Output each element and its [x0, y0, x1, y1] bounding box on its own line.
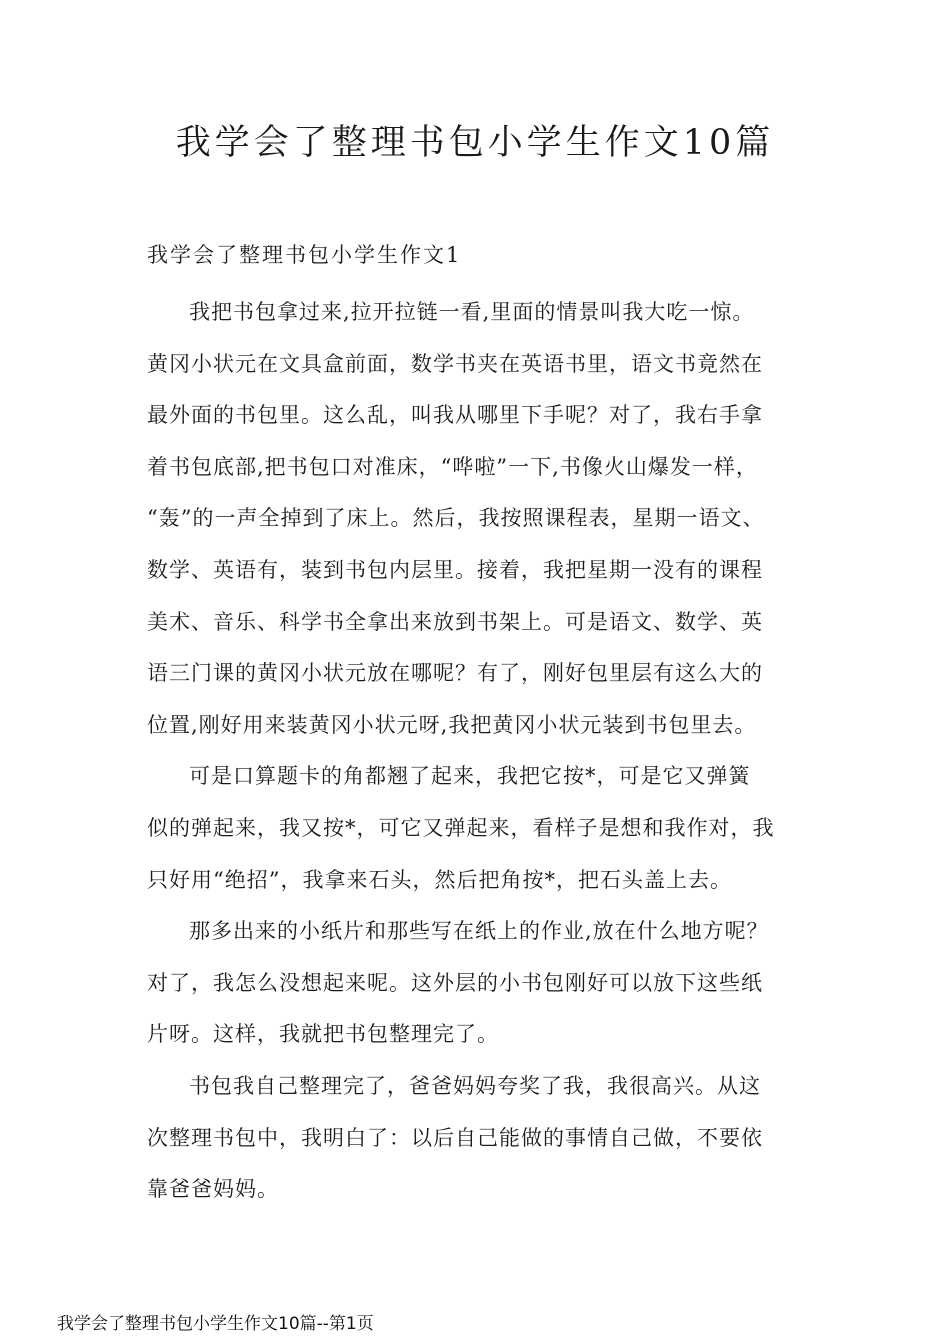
text-line: 靠爸爸妈妈。 [147, 1177, 279, 1202]
text-line: 只好用“绝招”，我拿来石头，然后把角按*，把石头盖上去。 [147, 867, 732, 892]
text-line: 我把书包拿过来,拉开拉链一看,里面的情景叫我大吃一惊。 [189, 300, 755, 324]
paragraph-4 [147, 1061, 819, 1216]
text-line: 语三门课的黄冈小状元放在哪呢？有了，刚好包里层有这么大的 [147, 661, 763, 686]
text-line: 可是口算题卡的角都翘了起来，我把它按*，可是它又弹簧 [189, 764, 751, 789]
essay-body [147, 287, 819, 1216]
text-line: 次整理书包中，我明白了：以后自己能做的事情自己做，不要依 [147, 1125, 763, 1150]
paragraph-1 [147, 287, 819, 751]
text-line: 最外面的书包里。这么乱，叫我从哪里下手呢？对了，我右手拿 [147, 403, 763, 428]
text-line: 着书包底部,把书包口对准床，“哗啦”一下,书像火山爆发一样， [147, 454, 758, 479]
text-line: 对了，我怎么没想起来呢。这外层的小书包刚好可以放下这些纸 [147, 970, 763, 995]
document-title: 我学会了整理书包小学生作文10篇 [175, 123, 775, 163]
text-line: “轰”的一声全掉到了床上。然后，我按照课程表，星期一语文、 [147, 506, 765, 531]
text-line: 位置,刚好用来装黄冈小状元呀,我把黄冈小状元装到书包里去。 [147, 712, 757, 737]
paragraph-2 [147, 751, 819, 906]
text-line: 似的弹起来，我又按*，可它又弹起来，看样子是想和我作对，我 [147, 815, 775, 840]
paragraph-3 [147, 906, 819, 1061]
section-heading: 我学会了整理书包小学生作文1 [147, 243, 462, 267]
text-line: 黄冈小状元在文具盒前面，数学书夹在英语书里，语文书竟然在 [147, 351, 763, 376]
text-line: 片呀。这样，我就把书包整理完了。 [147, 1022, 499, 1047]
page-footer: 我学会了整理书包小学生作文10篇--第1页 [57, 1314, 374, 1334]
text-line: 美术、音乐、科学书全拿出来放到书架上。可是语文、数学、英 [147, 609, 763, 634]
text-line: 那多出来的小纸片和那些写在纸上的作业,放在什么地方呢？ [189, 919, 769, 944]
text-line: 书包我自己整理完了，爸爸妈妈夸奖了我，我很高兴。从这 [189, 1073, 761, 1098]
text-line: 数学、英语有，装到书包内层里。接着，我把星期一没有的课程 [147, 557, 763, 582]
